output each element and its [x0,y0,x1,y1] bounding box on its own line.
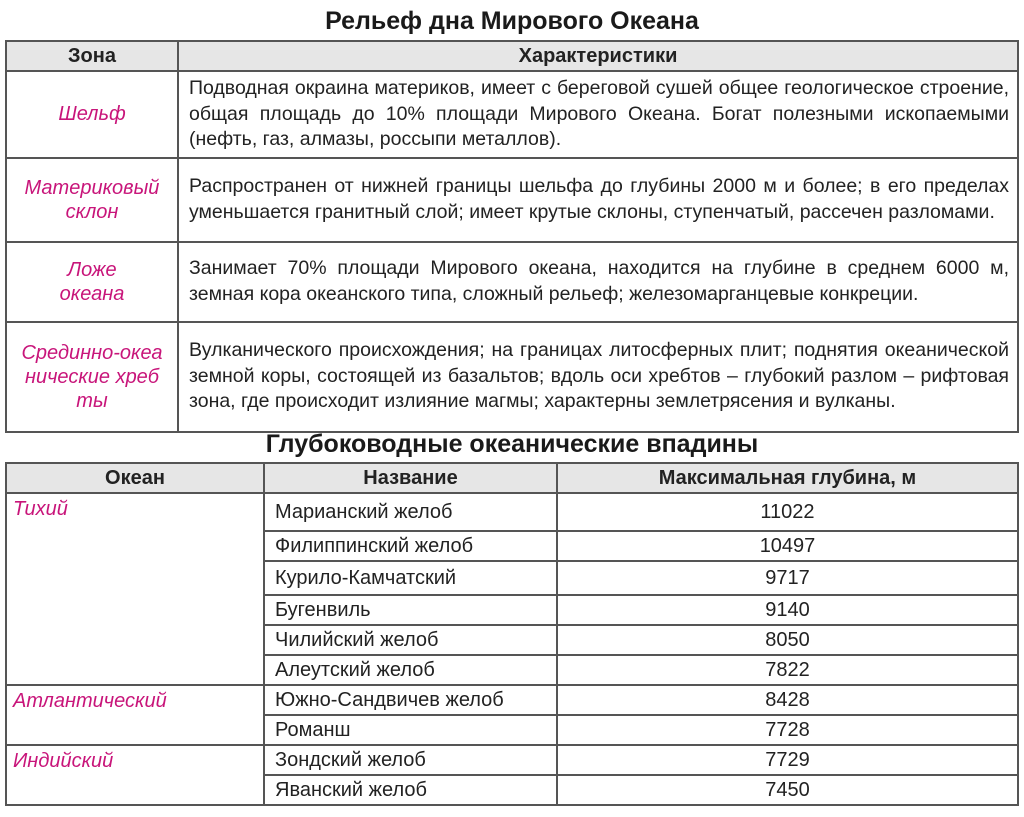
relief-title: Рельеф дна Мирового Океана [325,7,699,35]
trench-name: Марианский желоб [264,493,557,531]
trench-depth: 7729 [557,745,1018,775]
trenches-header-row [6,463,1018,493]
trench-name: Бугенвиль [264,595,557,625]
relief-table [5,40,1019,433]
trench-name: Романш [264,715,557,745]
desc-shelf: Подводная окраина материков, имеет с береговой сушей общее геологическое строение, общая площадь до 10% площади Мирового Океана. Богат полезными ископаемыми (нефть, газ, алмазы, россыпи металлов). [178,71,1018,158]
trench-name: Алеутский желоб [264,655,557,685]
relief-row-floor [6,242,1018,322]
table-row [6,685,1018,715]
trench-depth: 8050 [557,625,1018,655]
zone-shelf: Шельф [6,71,178,158]
zone-slope: Материковый склон [6,158,178,242]
trench-depth: 11022 [557,493,1018,531]
desc-slope: Распространен от нижней границы шельфа до глубины 2000 м и более; в его пределах уменьшается гранитный слой; имеет крутые склоны, ступенчатый, рассечен разломами. [178,158,1018,242]
trenches-table [5,462,1019,806]
trench-name: Курило-Камчатский [264,561,557,595]
trench-depth: 9717 [557,561,1018,595]
trench-depth: 8428 [557,685,1018,715]
relief-row-slope [6,158,1018,242]
trenches-title: Глубоководные океанические впадины [265,430,759,458]
trench-depth: 9140 [557,595,1018,625]
zone-floor: Ложе океана [6,242,178,322]
header-ocean: Океан [6,463,264,493]
header-name: Название [264,463,557,493]
trench-name: Филиппинский желоб [264,531,557,561]
trench-name: Чилийский желоб [264,625,557,655]
ocean-pacific: Тихий [6,493,264,685]
ocean-atlantic: Атлантический [6,685,264,745]
header-zone: Зона [6,41,178,71]
trench-name: Яванский желоб [264,775,557,805]
table-row [6,493,1018,531]
trench-name: Южно-Сандвичев желоб [264,685,557,715]
trench-depth: 10497 [557,531,1018,561]
trench-name: Зондский желоб [264,745,557,775]
relief-row-shelf [6,71,1018,158]
ocean-indian: Индийский [6,745,264,805]
relief-header-row [6,41,1018,71]
relief-row-ridges [6,322,1018,432]
header-depth: Максимальная глубина, м [557,463,1018,493]
trench-depth: 7728 [557,715,1018,745]
trench-depth: 7822 [557,655,1018,685]
trench-depth: 7450 [557,775,1018,805]
header-characteristics: Характеристики [178,41,1018,71]
zone-ridges: Срединно-океанические хребты [6,322,178,432]
desc-floor: Занимает 70% площади Мирового океана, находится на глубине в среднем 6000 м, земная кора океанского типа, сложный рельеф; железомарганцевые конкреции. [178,242,1018,322]
table-row [6,745,1018,775]
desc-ridges: Вулканического происхождения; на границах литосферных плит; поднятия океанической земной коры, состоящей из базальтов; вдоль оси хребтов – глубокий разлом – рифтовая зона, где происходит излияние магмы; характерны землетрясения и вулканы. [178,322,1018,432]
